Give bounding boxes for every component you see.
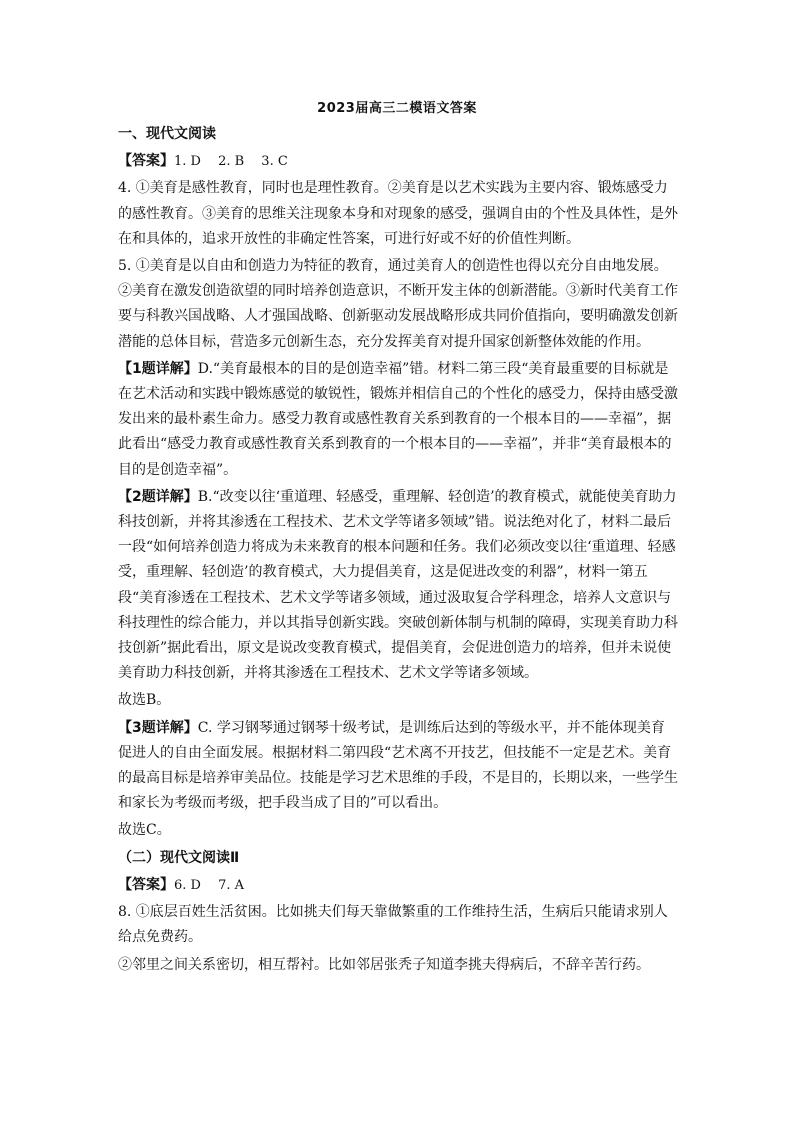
document-body [118, 122, 678, 980]
explanation-text: D.“美育最根本的目的是创造幸福”错。材料二第三段“美育最重要的目标就是在艺术活动和实践中锻炼感觉的敏锐性，锻炼并相信自己的个性化的感受力，保持由感受激发出来的最朴素生命力。感受力教育或感性教育关系到教育的一个根本目的——幸福”，据此看出“感受力教育或感性教育关系到教育的一个根本目的——幸福”，并非“美育最根本的目的是创造幸福”。 [118, 360, 678, 478]
section-heading-1: 一、现代文阅读 [118, 126, 216, 142]
explanation-text: C. 学习钢琴通过钢琴十级考试，是训练后达到的等级水平，并不能体现美育促进人的自由全面发展。根据材料二第四段“艺术离不开技艺，但技能不一定是艺术。美育的最高目标是培养审美品位。技能是学习艺术思维的手段，不是目的，长期以来，一些学生和家长为考级而考级，把手段当成了目的”可以看出。 [118, 719, 678, 812]
explanation-2 [118, 485, 678, 687]
section-heading-2: （二）现代文阅读Ⅱ [118, 849, 240, 866]
question-8-point-2: ②邻里之间关系密切，相互帮衬。比如邻居张秃子知道李挑夫得病后，不辞辛苦行药。 [118, 956, 650, 973]
question-8-point-1: 8. ①底层百姓生活贫困。比如挑夫们每天靠做繁重的工作维持生活，生病后只能请求别人给点免费药。 [118, 904, 668, 946]
answer-label: 【答案】 [118, 876, 174, 893]
answer-label: 【答案】 [118, 153, 174, 170]
explanation-1 [118, 357, 678, 483]
explanation-3 [118, 716, 678, 817]
explanation-2-conclusion: 故选B。 [118, 692, 171, 709]
document-title: 2023届高三二模语文答案 [317, 101, 477, 116]
question-5-answer: 5. ①美育是以自由和创造力为特征的教育，通过美育人的创造性也得以充分自由地发展。②美育在激发创造欲望的同时培养创造意识，不断开发主体的创新潜能。③新时代美育工作要与科教兴国战略、人才强国战略、创新驱动发展战略形成共同价值指向，要明确激发创新潜能的总体目标，营造多元创新生态，充分发挥美育对提升国家创新整体效能的作用。 [118, 258, 678, 350]
explanation-label: 【1题详解】 [118, 360, 198, 377]
question-4-answer: 4. ①美育是感性教育，同时也是理性教育。②美育是以艺术实践为主要内容、锻炼感受力的感性教育。③美育的思维关注现象本身和对现象的感受，强调自由的个性及具体性，是外在和具体的，追求开放性的非确定性答案，可进行好或不好的价值性判断。 [118, 180, 678, 247]
explanation-label: 【2题详解】 [118, 488, 198, 505]
explanation-label: 【3题详解】 [118, 719, 198, 736]
answer-line-2 [118, 873, 678, 898]
answer-text: 6. D 7. A [174, 877, 245, 893]
explanation-text: B.“改变以往‘重道理、轻感受，重理解、轻创造’的教育模式，就能使美育助力科技创新，并将其渗透在工程技术、艺术文学等诸多领域”错。说法绝对化了，材料二最后一段“如何培养创造力将成为未来教育的根本问题和任务。我们必须改变以往‘重道理、轻感受，重理解、轻创造’的教育模式，大力提倡美育，这是促进改变的利器”，材料一第五段“美育渗透在工程技术、艺术文学等诸多领域，通过汲取复合学科理念，培养人文意识与科技理性的综合能力，并以其指导创新实践。突破创新体制与机制的障碍，实现美育助力科技创新”据此看出，原文是说改变教育模式，提倡美育，会促进创造力的培养，但并未说使美育助力科技创新，并将其渗透在工程技术、艺术文学等诸多领域。 [118, 488, 678, 682]
answer-text: 1. D 2. B 3. C [174, 154, 288, 170]
answer-line-1 [118, 149, 678, 174]
explanation-3-conclusion: 故选C。 [118, 822, 171, 839]
